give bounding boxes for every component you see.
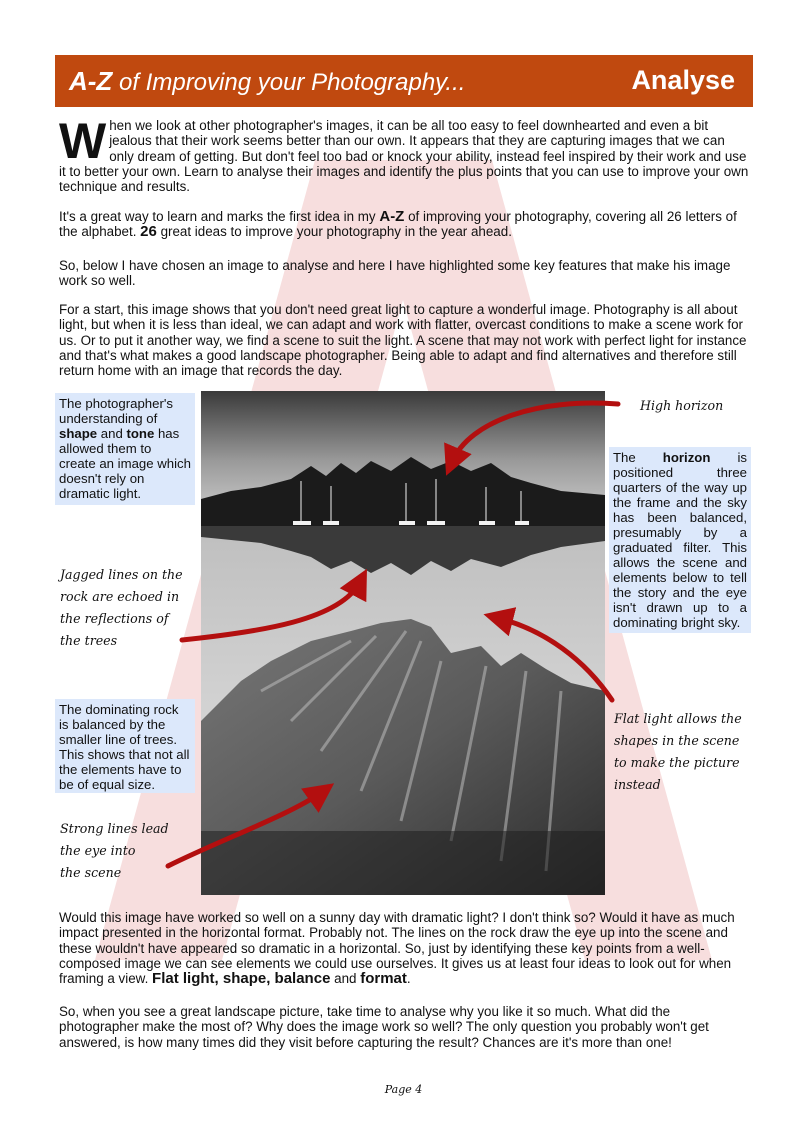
page-title: A-Z of Improving your Photography... — [69, 66, 466, 96]
paragraph-4: For a start, this image shows that you don't need great light to capture a wonderful image. Photography is all about light, but when it is less than ideal, we can adapt and work with flatter, overcast conditions to make a scene work for us. Or to put it another way, we find a scene to suit the light. A scene that may not work with perfect light for instance and that's what makes a good landscape photographer. Being able to adapt and find alternatives and therefore still return home with an image that records the day. — [59, 302, 747, 379]
annotation-high-horizon: High horizon — [640, 398, 724, 413]
paragraph-3: So, below I have chosen an image to analyse and here I have highlighted some key features that make his image work so well. — [59, 258, 731, 289]
note-horizon: The horizon is positioned three quarters of the way up the frame and the sky has been balanced, presumably by a graduated filter. This allows the scene and elements below to tell the story and the eye isn't drawn up to a dominating bright sky. — [609, 447, 751, 633]
note-shape-tone: The photographer's understanding of shape and tone has allowed them to create an image which doesn't rely on dramatic light. — [55, 393, 195, 505]
annotation-flat-light: Flat light allows the shapes in the scene to make the picture instead — [614, 711, 742, 792]
page-number: Page 4 — [384, 1083, 423, 1096]
paragraph-6: So, when you see a great landscape picture, take time to analyse why you like it so much. What did the photographer make the most of? Why does the image work so well? The only question you probably won't get answered, is how many times did they visit before capturing the result? Chances are it's more than one! — [59, 1004, 709, 1050]
drop-cap: W — [59, 113, 107, 169]
paragraph-2: It's a great way to learn and marks the first idea in my A-Z of improving your photography, covering all 26 letters of the alphabet. 26 great ideas to improve your photography in the year ahead. — [59, 208, 737, 241]
intro-paragraph: When we look at other photographer's images, it can be all too easy to feel downhearted and even a bit jealous that their work seems better than our own. It appears that they are capturing images that we can only dream of getting. But don't feel too bad or knock your ability, instead feel inspired by their work and use it to better your own. Learn to analyse their images and identify the plus points that you can use to improve your own technique and results. — [59, 113, 749, 195]
header-bar — [55, 55, 753, 107]
annotation-jagged-lines: Jagged lines on the rock are echoed in the reflections of the trees — [60, 567, 183, 648]
landscape-photo — [201, 391, 605, 895]
paragraph-5: Would this image have worked so well on a sunny day with dramatic light? I don't think so? Would it have as much impact presented in the horizontal format. Probably not. The lines on the rock draw the eye up into the scene and these wouldn't have appeared so dramatic in a horizontal. So, just by identifying these key points from a well-composed image we can see elements we could use ourselves. It gives us at least four ideas to look out for when framing a view. Flat light, shape, balance and format. — [59, 910, 735, 988]
section-title: Analyse — [631, 65, 735, 95]
annotation-strong-lines: Strong lines lead the eye into the scene — [60, 821, 169, 880]
note-rock: The dominating rock is balanced by the smaller line of trees. This shows that not all the elements have to be of equal size. — [55, 699, 195, 793]
